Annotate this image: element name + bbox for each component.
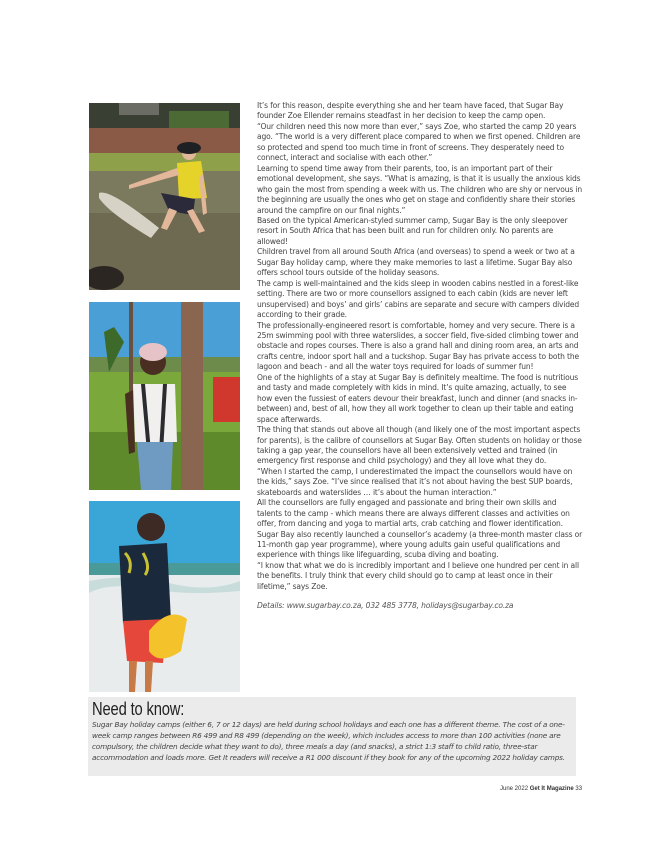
magazine-name: Get It Magazine (529, 786, 574, 792)
photo-lifeguard (89, 501, 240, 692)
article-paragraph: It’s for this reason, despite everything she and her team have faced, that Sugar Bay founder Zoe Ellender remains steadfast in her decision to keep the camp open. (257, 101, 564, 121)
article-paragraph: Sugar Bay also recently launched a counsellor’s academy (a three-month master class or 11-month gap year programme), where young adults gain useful qualifications and experience with things like lifeguarding, scuba diving and boating. (257, 529, 583, 560)
need-to-know-title: Need to know: (92, 699, 185, 719)
photo-surfing-child (89, 103, 240, 290)
surfing-child-image (89, 103, 240, 290)
need-to-know-body: Sugar Bay holiday camps (either 6, 7 or 12 days) are held during school holidays and each one has a different theme. The cost of a one-week camp ranges between R6 499 and R8 499 (depending on the week), which includes access to more than 100 activities (none are compulsory, the children decide what they want to do), three meals a day (and snacks), a strict 1:3 staff to child ratio, three-star accommodation and loads more. Get It readers will receive a R1 000 discount if they book for any of the upcoming 2022 holiday camps. (92, 720, 565, 762)
photo-climbing-girl (89, 302, 240, 490)
page-footer (500, 786, 582, 792)
article-paragraph: All the counsellors are fully engaged and passionate and bring their own skills and talents to the camp - which means there are always different classes and activities on offer, from dancing and yoga to martial arts, crab catching and flower identification. (257, 498, 570, 529)
article-paragraph: “I know that what we do is incredibly important and I believe one hundred per cent in all the benefits. I truly think that every child should go to camp at least once in their lifetime,” says Zoe. (257, 560, 579, 591)
article-paragraph: “When I started the camp, I underestimated the impact the counsellors would have on the kids,” says Zoe. “I’ve since realised that it’s not about having the best SUP boards, skateboards and waterslides … it’s about the human interaction.” (257, 466, 573, 497)
article-paragraph: The professionally-engineered resort is comfortable, homey and very secure. There is a 25m swimming pool with three waterslides, a soccer field, five-sided climbing tower and obstacle and ropes courses. There is also a grand hall and dining room area, an arts and crafts centre, indoor sport hall and a tuckshop. Sugar Bay has private access to both the lagoon and beach - and all the water toys required for loads of summer fun! (257, 320, 579, 372)
climbing-girl-image (89, 302, 240, 490)
need-to-know-box (88, 697, 576, 776)
article-paragraph: Based on the typical American-styled summer camp, Sugar Bay is the only sleepover resort in South Africa that has been built and run for children only. No parents are allowed! (257, 215, 568, 246)
contact-details: Details: www.sugarbay.co.za, 032 485 3778, holidays@sugarbay.co.za (257, 601, 514, 611)
issue-date: June 2022 (500, 786, 529, 792)
article-paragraph: The camp is well-maintained and the kids sleep in wooden cabins nestled in a forest-like setting. There are two or more counsellors assigned to each cabin (kids are never left unsupervised) and boys’ and girls’ cabins are separate and secure with campers divided according to their grade. (257, 278, 580, 320)
article-paragraph: “Our children need this now more than ever,” says Zoe, who started the camp 20 years ago. “The world is a very different place compared to when we first opened. Children are so protected and spend too much time in front of screens. They desperately need to connect, interact and socialise with each other.” (257, 121, 581, 163)
article-paragraph: The thing that stands out above all though (and likely one of the most important aspects for parents), is the calibre of counsellors at Sugar Bay. Often students on holiday or those taking a gap year, the counsellors have all been extensively vetted and trained (in emergency first response and child psychology) and they all love what they do. (257, 425, 582, 466)
article-paragraph: One of the highlights of a stay at Sugar Bay is definitely mealtime. The food is nutritious and tasty and made completely with kids in mind. It’s quite amazing, actually, to see how even the fussiest of eaters devour their breakfast, lunch and dinner (and snacks in-between) and, best of all, how they all work together to clean up their table and eating space afterwards. (257, 372, 578, 424)
lifeguard-image (89, 501, 240, 692)
article-paragraph: Learning to spend time away from their parents, too, is an important part of their emotional development, she says. “What is amazing, is that it is usually the anxious kids who gain the most from spending a week with us. The children who are shy or nervous in the beginning are usually the ones who get on stage and confidently share their stories around the campfire on our final nights.” (257, 163, 582, 215)
article-paragraph: Children travel from all around South Africa (and overseas) to spend a week or two at a Sugar Bay holiday camp, where they make memories to last a lifetime. Sugar Bay also offers school tours outside of the holiday seasons. (257, 247, 575, 278)
article-body (257, 101, 583, 612)
page-number: 33 (575, 786, 583, 792)
